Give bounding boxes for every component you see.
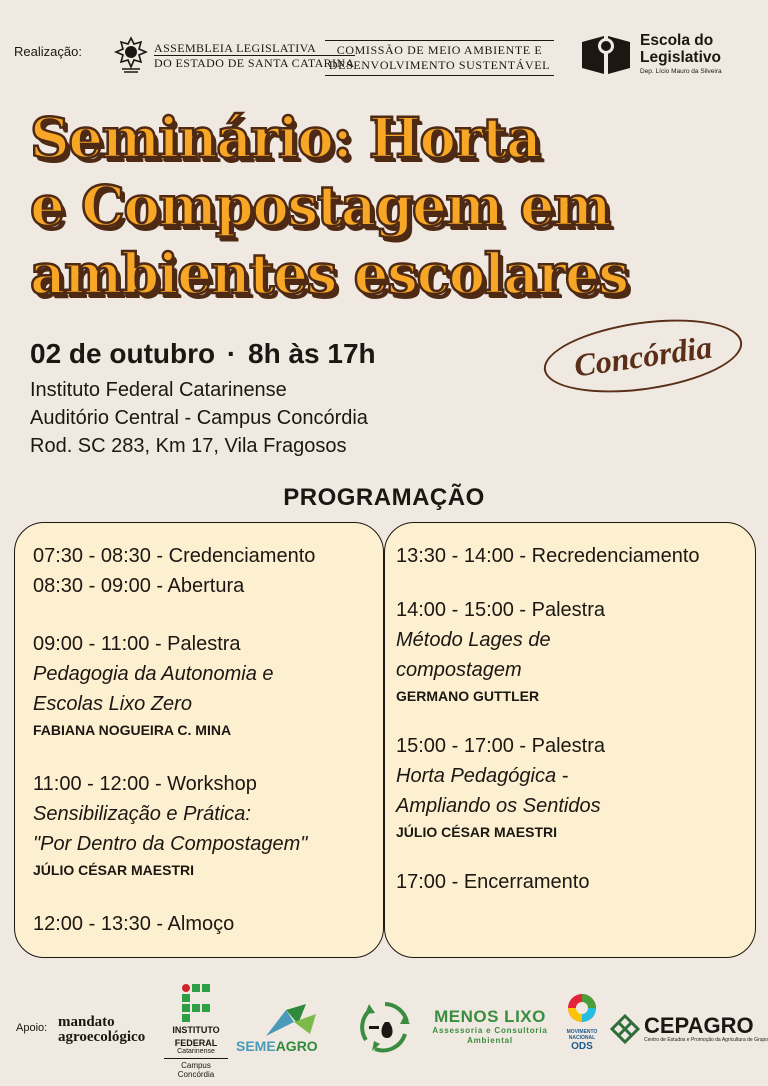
title-line2: e Compostagem em xyxy=(30,173,610,238)
escola-line1: Escola do xyxy=(640,32,714,49)
cepagro-knot-icon xyxy=(610,1014,640,1044)
schedule-item xyxy=(33,769,383,881)
title-line3: ambientes escolares xyxy=(30,241,628,306)
session-title: Sensibilização e Prática: xyxy=(33,803,251,825)
schedule-item xyxy=(396,541,755,571)
city-badge: Concórdia xyxy=(539,308,747,403)
schedule-time: 08:30 - 09:00 - Abertura xyxy=(33,575,245,597)
address-line1: Instituto Federal Catarinense xyxy=(30,379,287,401)
schedule-time: 13:30 - 14:00 - Recredenciamento xyxy=(396,545,700,567)
program-panel-afternoon xyxy=(384,522,756,958)
comissao-logo xyxy=(325,40,554,76)
session-title: Horta Pedagógica - xyxy=(396,765,569,787)
schedule-time: 15:00 - 17:00 - Palestra xyxy=(396,735,606,757)
event-time: 8h às 17h xyxy=(248,338,376,369)
event-title xyxy=(30,104,750,308)
schedule-item xyxy=(396,595,755,707)
alesc-state: DO ESTADO DE SANTA CATARINA xyxy=(154,55,355,70)
title-line1: Seminário: Horta xyxy=(30,105,541,170)
comissao-line1: COMISSÃO DE MEIO AMBIENTE E xyxy=(336,43,543,57)
speaker-name: FABIANA NOGUEIRA C. MINA xyxy=(33,722,232,738)
apoio-label: Apoio: xyxy=(16,1022,48,1034)
event-date: 02 de outubro xyxy=(30,338,216,369)
session-title: Pedagogia da Autonomia e xyxy=(33,663,274,685)
cepagro-logo xyxy=(610,1014,768,1044)
ods-line2: NACIONAL xyxy=(568,1035,596,1041)
speaker-name: JÚLIO CÉSAR MAESTRI xyxy=(33,862,195,878)
event-address xyxy=(30,376,368,460)
schedule-item xyxy=(33,629,383,741)
mandato-agroecologico-logo xyxy=(58,1015,145,1045)
cepagro-name: CEPAGRO xyxy=(644,1013,754,1038)
ifc-line1: INSTITUTO xyxy=(172,1025,220,1035)
comissao-line2: DESENVOLVIMENTO SUSTENTÁVEL xyxy=(328,58,551,72)
open-book-icon xyxy=(580,32,632,78)
session-title: Escolas Lixo Zero xyxy=(33,693,192,715)
ifc-campus-name: Concórdia xyxy=(177,1070,215,1079)
menos-lixo-logo xyxy=(427,1008,553,1046)
session-title: compostagem xyxy=(396,659,522,681)
menos-lixo-sub1: Assessoria e Consultoria xyxy=(432,1026,548,1035)
session-title: Ampliando os Sentidos xyxy=(396,795,601,817)
alesc-name: ASSEMBLEIA LEGISLATIVA xyxy=(154,40,317,55)
ods-wheel-icon xyxy=(566,992,598,1024)
program-panel-morning xyxy=(14,522,384,958)
escola-line2: Legislativo xyxy=(640,49,721,66)
schedule-item xyxy=(33,909,383,939)
cepagro-sub: Centro de Estudos e Promoção da Agricultura de Grupo xyxy=(644,1037,768,1043)
realizacao-label: Realização: xyxy=(14,44,82,59)
ifc-line3: Catarinense xyxy=(177,1048,215,1055)
speaker-name: JÚLIO CÉSAR MAESTRI xyxy=(396,824,558,840)
ifc-line2: FEDERAL xyxy=(174,1038,218,1048)
session-title: Método Lages de xyxy=(396,629,551,651)
semeagro-a: SEME xyxy=(236,1038,276,1054)
address-line3: Rod. SC 283, Km 17, Vila Fragosos xyxy=(30,435,347,457)
recycle-logo xyxy=(356,998,414,1061)
schedule-item xyxy=(396,867,755,897)
semeagro-logo xyxy=(236,1000,342,1054)
schedule-time: 17:00 - Encerramento xyxy=(396,871,590,893)
semeagro-name xyxy=(236,1038,318,1054)
ifc-logo xyxy=(164,984,228,1079)
alesc-logo xyxy=(114,36,355,74)
address-line2: Auditório Central - Campus Concórdia xyxy=(30,407,368,429)
session-title: "Por Dentro da Compostagem" xyxy=(33,833,308,855)
coat-of-arms-icon xyxy=(114,36,148,74)
mandato-line2: agroecológico xyxy=(58,1029,146,1045)
schedule-time: 11:00 - 12:00 - Workshop xyxy=(33,773,257,795)
schedule-item xyxy=(33,541,383,601)
speaker-name: GERMANO GUTTLER xyxy=(396,688,540,704)
mandato-line1: mandato xyxy=(58,1014,115,1030)
date-time xyxy=(30,338,376,370)
semeagro-leaf-icon xyxy=(236,1000,342,1040)
ifc-grid-icon xyxy=(164,984,228,1022)
schedule-time: 07:30 - 08:30 - Credenciamento xyxy=(33,545,316,567)
semeagro-b: AGRO xyxy=(275,1038,318,1054)
recycle-icon xyxy=(356,998,414,1056)
escola-logo xyxy=(580,32,722,78)
schedule-item xyxy=(396,731,755,843)
ods-line3: ODS xyxy=(571,1041,593,1052)
schedule-time: 12:00 - 13:30 - Almoço xyxy=(33,913,235,935)
ifc-campus: Campus xyxy=(181,1061,211,1070)
menos-lixo-title: MENOS LIXO xyxy=(434,1007,546,1026)
program-heading: PROGRAMAÇÃO xyxy=(283,484,485,511)
menos-lixo-sub2: Ambiental xyxy=(467,1036,513,1045)
ods-line1: MOVIMENTO xyxy=(566,1029,598,1035)
schedule-time: 09:00 - 11:00 - Palestra xyxy=(33,633,241,655)
ods-logo xyxy=(564,992,600,1052)
escola-sub: Dep. Lício Mauro da Silveira xyxy=(640,68,722,75)
schedule-time: 14:00 - 15:00 - Palestra xyxy=(396,599,606,621)
date-separator: · xyxy=(226,338,237,369)
